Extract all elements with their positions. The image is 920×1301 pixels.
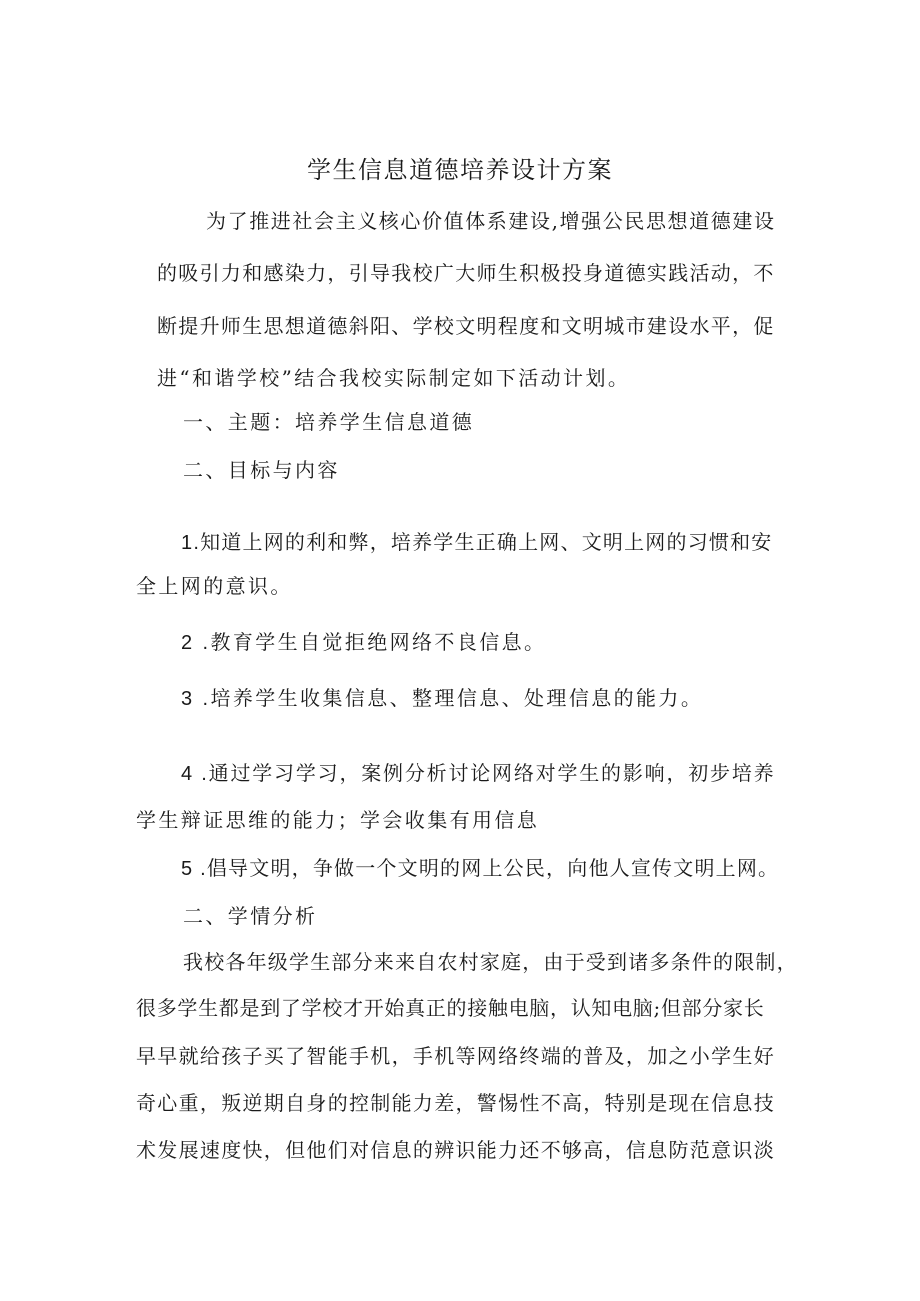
goal-item-1-cont: 全上网的意识。	[136, 574, 293, 598]
goal-item-4-cont: 学生辩证思维的能力；学会收集有用信息	[136, 808, 540, 832]
goal-text: 通过学习学习，案例分析讨论网络对学生的影响，初步培养	[208, 761, 776, 785]
page-title: 学生信息道德培养设计方案	[307, 156, 613, 184]
analysis-line-4: 奇心重，叛逆期自身的控制能力差，警惕性不高，特别是现在信息技	[136, 1091, 775, 1115]
goal-text: 教育学生自觉拒绝网络不良信息。	[210, 630, 547, 654]
section-heading-analysis: 二、学情分析	[183, 904, 318, 928]
section-heading-goals: 二、目标与内容	[183, 458, 340, 482]
intro-line-2: 的吸引力和感染力，引导我校广大师生积极投身道德实践活动，不	[157, 261, 775, 285]
goal-number: 5 .	[181, 858, 207, 880]
intro-line-4: 进“和谐学校”结合我校实际制定如下活动计划。	[157, 366, 631, 390]
goal-text: 培养学生收集信息、整理信息、处理信息的能力。	[210, 686, 704, 710]
analysis-line-3: 早早就给孩子买了智能手机，手机等网络终端的普及，加之小学生好	[136, 1044, 775, 1068]
goal-item-2	[181, 630, 546, 655]
goal-item-1	[181, 530, 773, 555]
section-heading-theme: 一、主题：培养学生信息道德	[183, 410, 475, 434]
goal-item-5	[181, 856, 779, 881]
intro-line-3: 断提升师生思想道德斜阳、学校文明程度和文明城市建设水平，促	[157, 314, 775, 338]
goal-text: 知道上网的利和弊，培养学生正确上网、文明上网的习惯和安	[200, 530, 773, 554]
goal-text: 倡导文明，争做一个文明的网上公民，向他人宣传文明上网。	[206, 856, 780, 880]
intro-line-1: 为了推进社会主义核心价值体系建设,增强公民思想道德建设	[206, 209, 776, 233]
goal-item-3	[181, 686, 703, 711]
goal-number: 2 .	[181, 632, 211, 654]
goal-number: 3 .	[181, 688, 211, 710]
goal-number: 4 .	[181, 763, 209, 785]
analysis-line-2: 很多学生都是到了学校才开始真正的接触电脑，认知电脑;但部分家长	[136, 996, 765, 1020]
analysis-line-1: 我校各年级学生部分来来自农村家庭，由于受到诸多条件的限制，	[183, 950, 798, 974]
goal-item-4	[181, 761, 775, 786]
analysis-line-5: 术发展速度快，但他们对信息的辨识能力还不够高，信息防范意识淡	[136, 1138, 775, 1162]
goal-number: 1.	[181, 532, 201, 554]
